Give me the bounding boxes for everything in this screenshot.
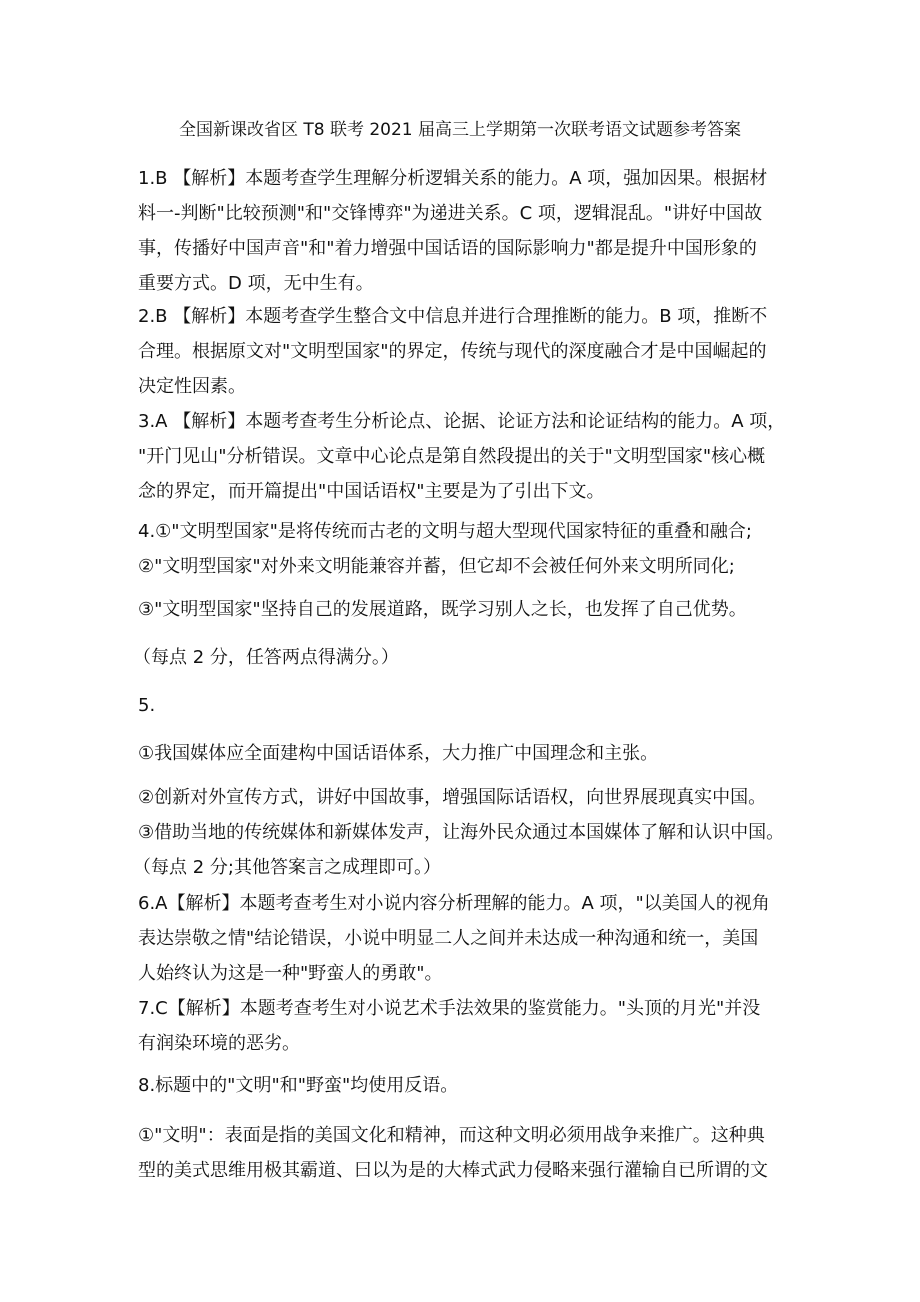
text-line: 决定性因素。 [138, 376, 246, 397]
text-line: 3.A 【解析】本题考查考生分析论点、论据、论证方法和论证结构的能力。A 项， [138, 411, 786, 432]
text-line: 表达崇敬之情"结论错误，小说中明显二人之间并未达成一种沟通和统一，美国 [138, 928, 759, 949]
text-line: ②创新对外宣传方式，讲好中国故事，增强国际话语权，向世界展现真实中国。 [138, 787, 767, 808]
text-line: 事，传播好中国声音"和"着力增强中国话语的国际影响力"都是提升中国形象的 [138, 238, 757, 259]
text-line: 1.B 【解析】本题考查学生理解分析逻辑关系的能力。A 项，强加因果。根据材 [138, 168, 768, 189]
text-line: ①"文明"：表面是指的美国文化和精神，而这种文明必须用战争来推广。这种典 [138, 1125, 765, 1146]
answer-5-points [133, 780, 788, 885]
answer-5-heading [138, 688, 788, 723]
text-line: 人始终认为这是一种"野蛮人的勇敢"。 [138, 963, 443, 984]
text-line: 有润染环境的恶劣。 [138, 1033, 300, 1054]
answer-7 [138, 991, 788, 1061]
answer-2 [138, 299, 788, 404]
text-line: 念的界定，而开篇提出"中国话语权"主要是为了引出下文。 [138, 481, 605, 502]
answer-3 [138, 404, 788, 509]
text-line: 料一-判断"比较预测"和"交锋博弈"为递进关系。C 项，逻辑混乱。"讲好中国故 [138, 203, 763, 224]
text-line: 6.A【解析】本题考查考生对小说内容分析理解的能力。A 项，"以美国人的视角 [138, 893, 770, 914]
text-line: "开门见山"分析错误。文章中心论点是第自然段提出的关于"文明型国家"核心概 [138, 446, 766, 467]
answer-8-heading [138, 1068, 788, 1103]
text-line: 4.①"文明型国家"是将传统而古老的文明与超大型现代国家特征的重叠和融合; [138, 521, 752, 542]
text-line: ①我国媒体应全面建构中国话语体系，大力推广中国理念和主张。 [138, 743, 659, 764]
text-line: ②"文明型国家"对外来文明能兼容并蓄，但它却不会被任何外来文明所同化; [138, 556, 735, 577]
answer-5-point-1 [138, 736, 788, 771]
text-line: 2.B 【解析】本题考查学生整合文中信息并进行合理推断的能力。B 项，推断不 [138, 306, 768, 327]
answer-4-point-3 [138, 592, 788, 627]
text-line: 型的美式思维用极其霸道、曰以为是的大棒式武力侵略来强行灌输自已所谓的文 [138, 1160, 768, 1181]
answer-6 [138, 886, 788, 991]
text-line: 重要方式。D 项，无中生有。 [138, 273, 374, 294]
answer-8-point-1 [138, 1118, 788, 1188]
text-line: （每点 2 分;其他答案言之成理即可。） [133, 857, 441, 878]
document-title: 全国新课改省区 T8 联考 2021 届高三上学期第一次联考语文试题参考答案 [178, 120, 742, 140]
answer-4 [138, 514, 788, 584]
text-line: ③"文明型国家"坚持自己的发展道路，既学习别人之长，也发挥了自己优势。 [138, 599, 747, 620]
text-line: 5. [138, 695, 156, 716]
text-line: 合理。根据原文对"文明型国家"的界定，传统与现代的深度融合才是中国崛起的 [138, 341, 767, 362]
answer-4-scoring-note [133, 640, 783, 675]
text-line: 8.标题中的"文明"和"野蛮"均使用反语。 [138, 1075, 459, 1096]
text-line: 7.C【解析】本题考查考生对小说艺术手法效果的鉴赏能力。"头顶的月光"并没 [138, 998, 761, 1019]
text-line: ③借助当地的传统媒体和新媒体发声，让海外民众通过本国媒体了解和认识中国。 [138, 822, 785, 843]
text-line: （每点 2 分，任答两点得满分。） [133, 647, 399, 668]
answer-1 [138, 161, 788, 301]
